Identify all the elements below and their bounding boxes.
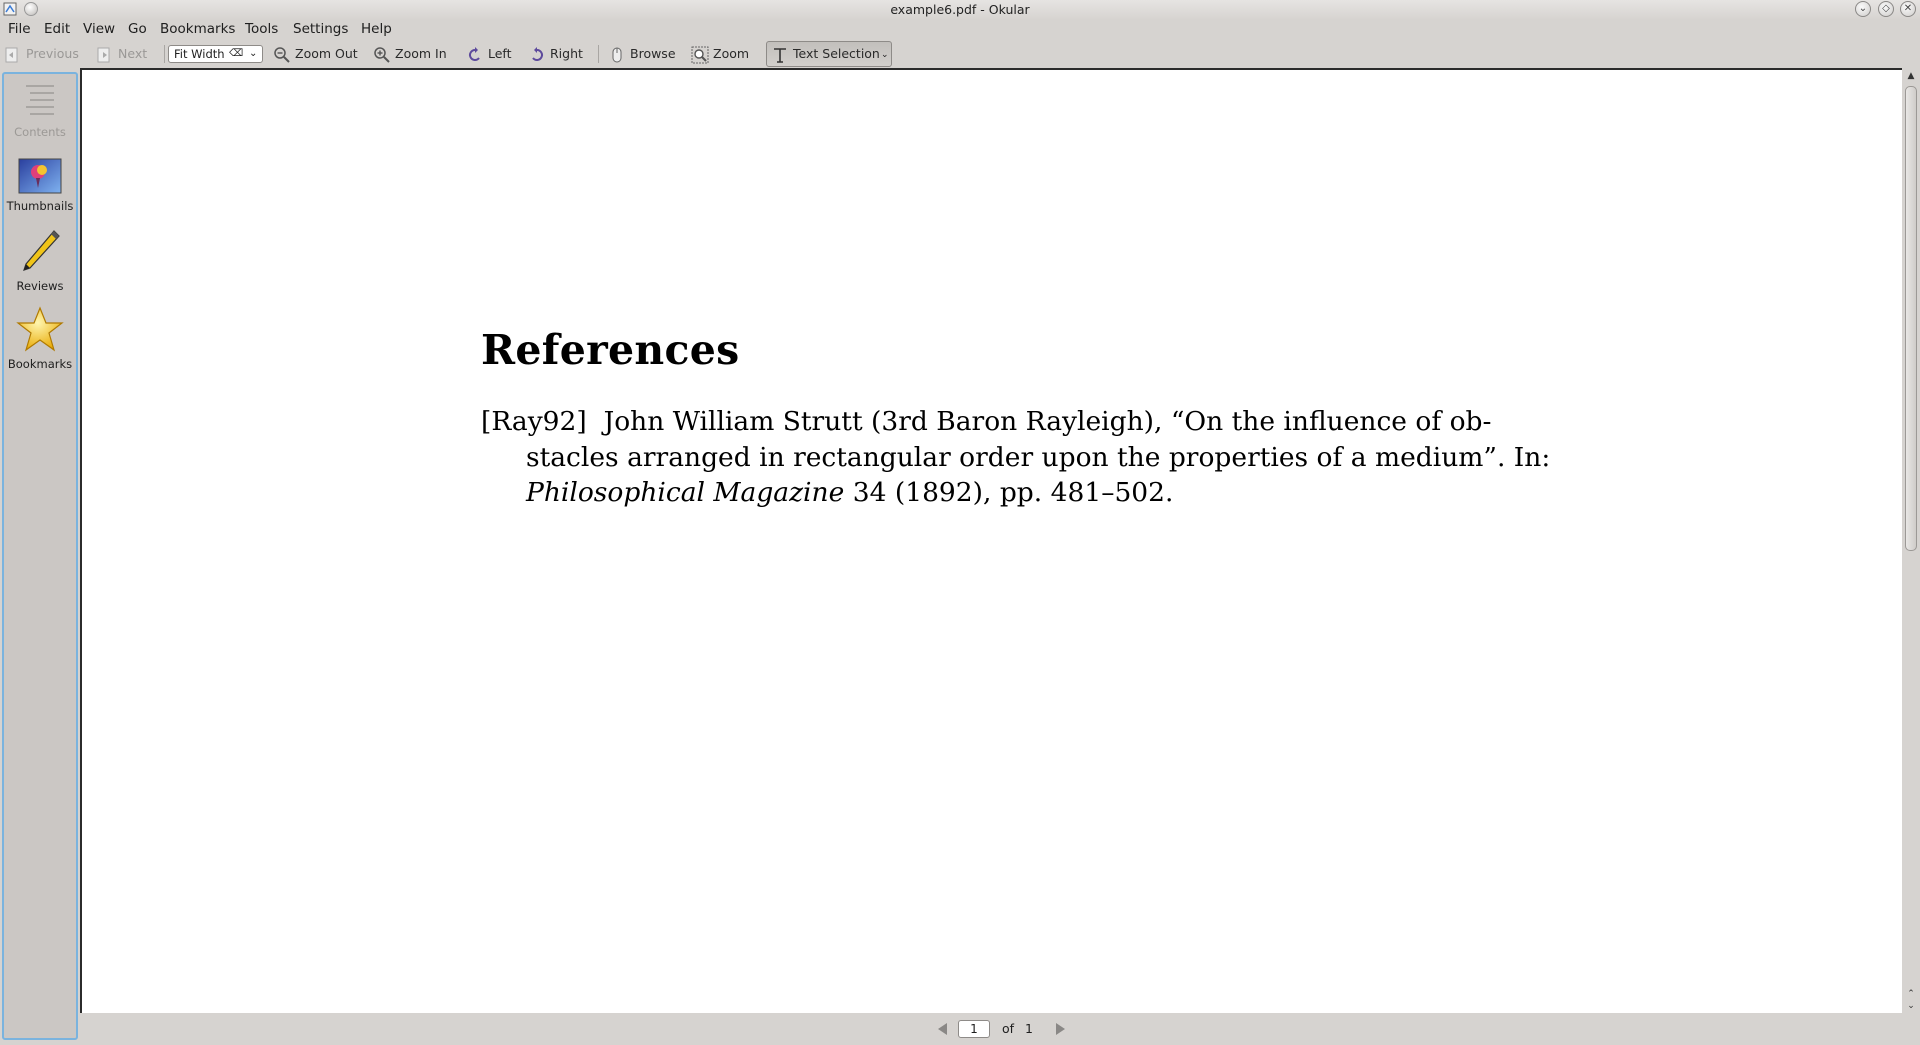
rotate-left-button[interactable] (466, 43, 512, 65)
zoom-in-button[interactable] (373, 43, 447, 65)
sidebar-item-bookmarks[interactable] (4, 306, 76, 371)
sidebar-label-reviews: Reviews (16, 279, 64, 293)
menu-settings[interactable]: Settings (293, 21, 349, 37)
total-pages: 1 (1025, 1021, 1033, 1036)
page-of-label: of (1002, 1021, 1015, 1036)
star-icon (16, 306, 64, 352)
title-bar (0, 0, 1920, 20)
rotate-left-icon (466, 46, 484, 64)
zoom-out-icon (273, 46, 291, 64)
sidebar-label-contents: Contents (14, 125, 66, 139)
menu-bookmarks[interactable]: Bookmarks (160, 21, 236, 37)
browse-tool-button[interactable] (608, 43, 676, 65)
zoom-mode-value: Fit Width (174, 47, 225, 61)
thumbnails-icon (18, 158, 62, 194)
reference-line-2: stacles arranged in rectangular order upon the properties of a medium”. In: (526, 442, 1551, 473)
zoom-out-button[interactable] (273, 43, 358, 65)
menu-bar (0, 20, 1920, 40)
text-selection-tool-button[interactable] (766, 41, 892, 67)
zoom-mode-select[interactable] (168, 45, 263, 63)
pencil-icon (18, 228, 62, 274)
previous-button[interactable] (4, 43, 79, 65)
reference-text-1: John William Strutt (3rd Baron Rayleigh), “On the influence of ob- (603, 406, 1492, 437)
section-heading: References (481, 326, 740, 374)
vertical-scrollbar[interactable] (1902, 68, 1920, 1013)
page-number-input[interactable]: 1 (958, 1020, 990, 1038)
document-view[interactable] (80, 68, 1902, 1013)
clear-icon[interactable]: ⌫ (229, 48, 244, 59)
journal-name: Philosophical Magazine (526, 477, 845, 508)
menu-view[interactable]: View (83, 21, 116, 37)
rotate-right-label: Right (550, 46, 583, 61)
reference-key: [Ray92] (481, 406, 587, 437)
sidebar-item-reviews[interactable] (4, 228, 76, 293)
pdf-page (82, 70, 1902, 1013)
sidebar (2, 72, 78, 1040)
scroll-up-bottom-icon[interactable]: ⌃ (1907, 989, 1915, 999)
scrollbar-thumb[interactable] (1905, 86, 1917, 551)
maximize-button[interactable]: ◇ (1878, 1, 1894, 17)
reference-text-3: 34 (1892), pp. 481–502. (852, 477, 1174, 508)
mouse-icon (608, 46, 626, 64)
scroll-down-icon[interactable]: ⌄ (1907, 1001, 1915, 1011)
toolbar-separator (164, 45, 165, 63)
chevron-down-icon[interactable]: ⌄ (249, 48, 258, 59)
sidebar-label-bookmarks: Bookmarks (7, 357, 73, 371)
previous-page-arrow-icon[interactable] (935, 1021, 949, 1037)
zoom-tool-icon (691, 46, 709, 64)
browse-label: Browse (630, 46, 676, 61)
text-cursor-icon (771, 46, 789, 64)
close-button[interactable]: ✕ (1900, 1, 1916, 17)
menu-help[interactable]: Help (361, 21, 392, 37)
menu-file[interactable]: File (8, 21, 31, 37)
next-label: Next (118, 46, 148, 61)
window-title: example6.pdf - Okular (890, 2, 1030, 17)
menu-go[interactable]: Go (128, 21, 147, 37)
sidebar-label-thumbnails: Thumbnails (6, 199, 74, 213)
tool-menu-chevron-icon[interactable]: ⌄ (881, 50, 889, 60)
menu-tools[interactable]: Tools (245, 21, 279, 37)
sidebar-item-contents[interactable] (4, 80, 76, 139)
scroll-up-icon[interactable]: ▲ (1907, 71, 1915, 81)
menu-edit[interactable]: Edit (44, 21, 71, 37)
next-button[interactable] (96, 43, 147, 65)
page-navigation-bar (80, 1013, 1920, 1045)
minimize-button[interactable]: ⌄ (1855, 1, 1871, 17)
reference-line-3 (526, 477, 1173, 508)
zoom-in-icon (373, 46, 391, 64)
contents-icon (20, 80, 60, 120)
zoom-out-label: Zoom Out (295, 46, 358, 61)
rotate-left-label: Left (488, 46, 512, 61)
next-page-icon (96, 46, 114, 64)
previous-page-icon (4, 46, 22, 64)
zoom-tool-button[interactable] (691, 43, 749, 65)
reference-line-1 (481, 406, 1491, 437)
text-selection-label: Text Selection (793, 46, 880, 61)
previous-label: Previous (26, 46, 79, 61)
zoom-in-label: Zoom In (395, 46, 447, 61)
toolbar-separator (598, 45, 599, 63)
rotate-right-icon (528, 46, 546, 64)
next-page-arrow-icon[interactable] (1054, 1021, 1068, 1037)
zoom-tool-label: Zoom (713, 46, 750, 61)
rotate-right-button[interactable] (528, 43, 583, 65)
text-selection-inner (771, 43, 880, 65)
sidebar-item-thumbnails[interactable] (4, 158, 76, 213)
